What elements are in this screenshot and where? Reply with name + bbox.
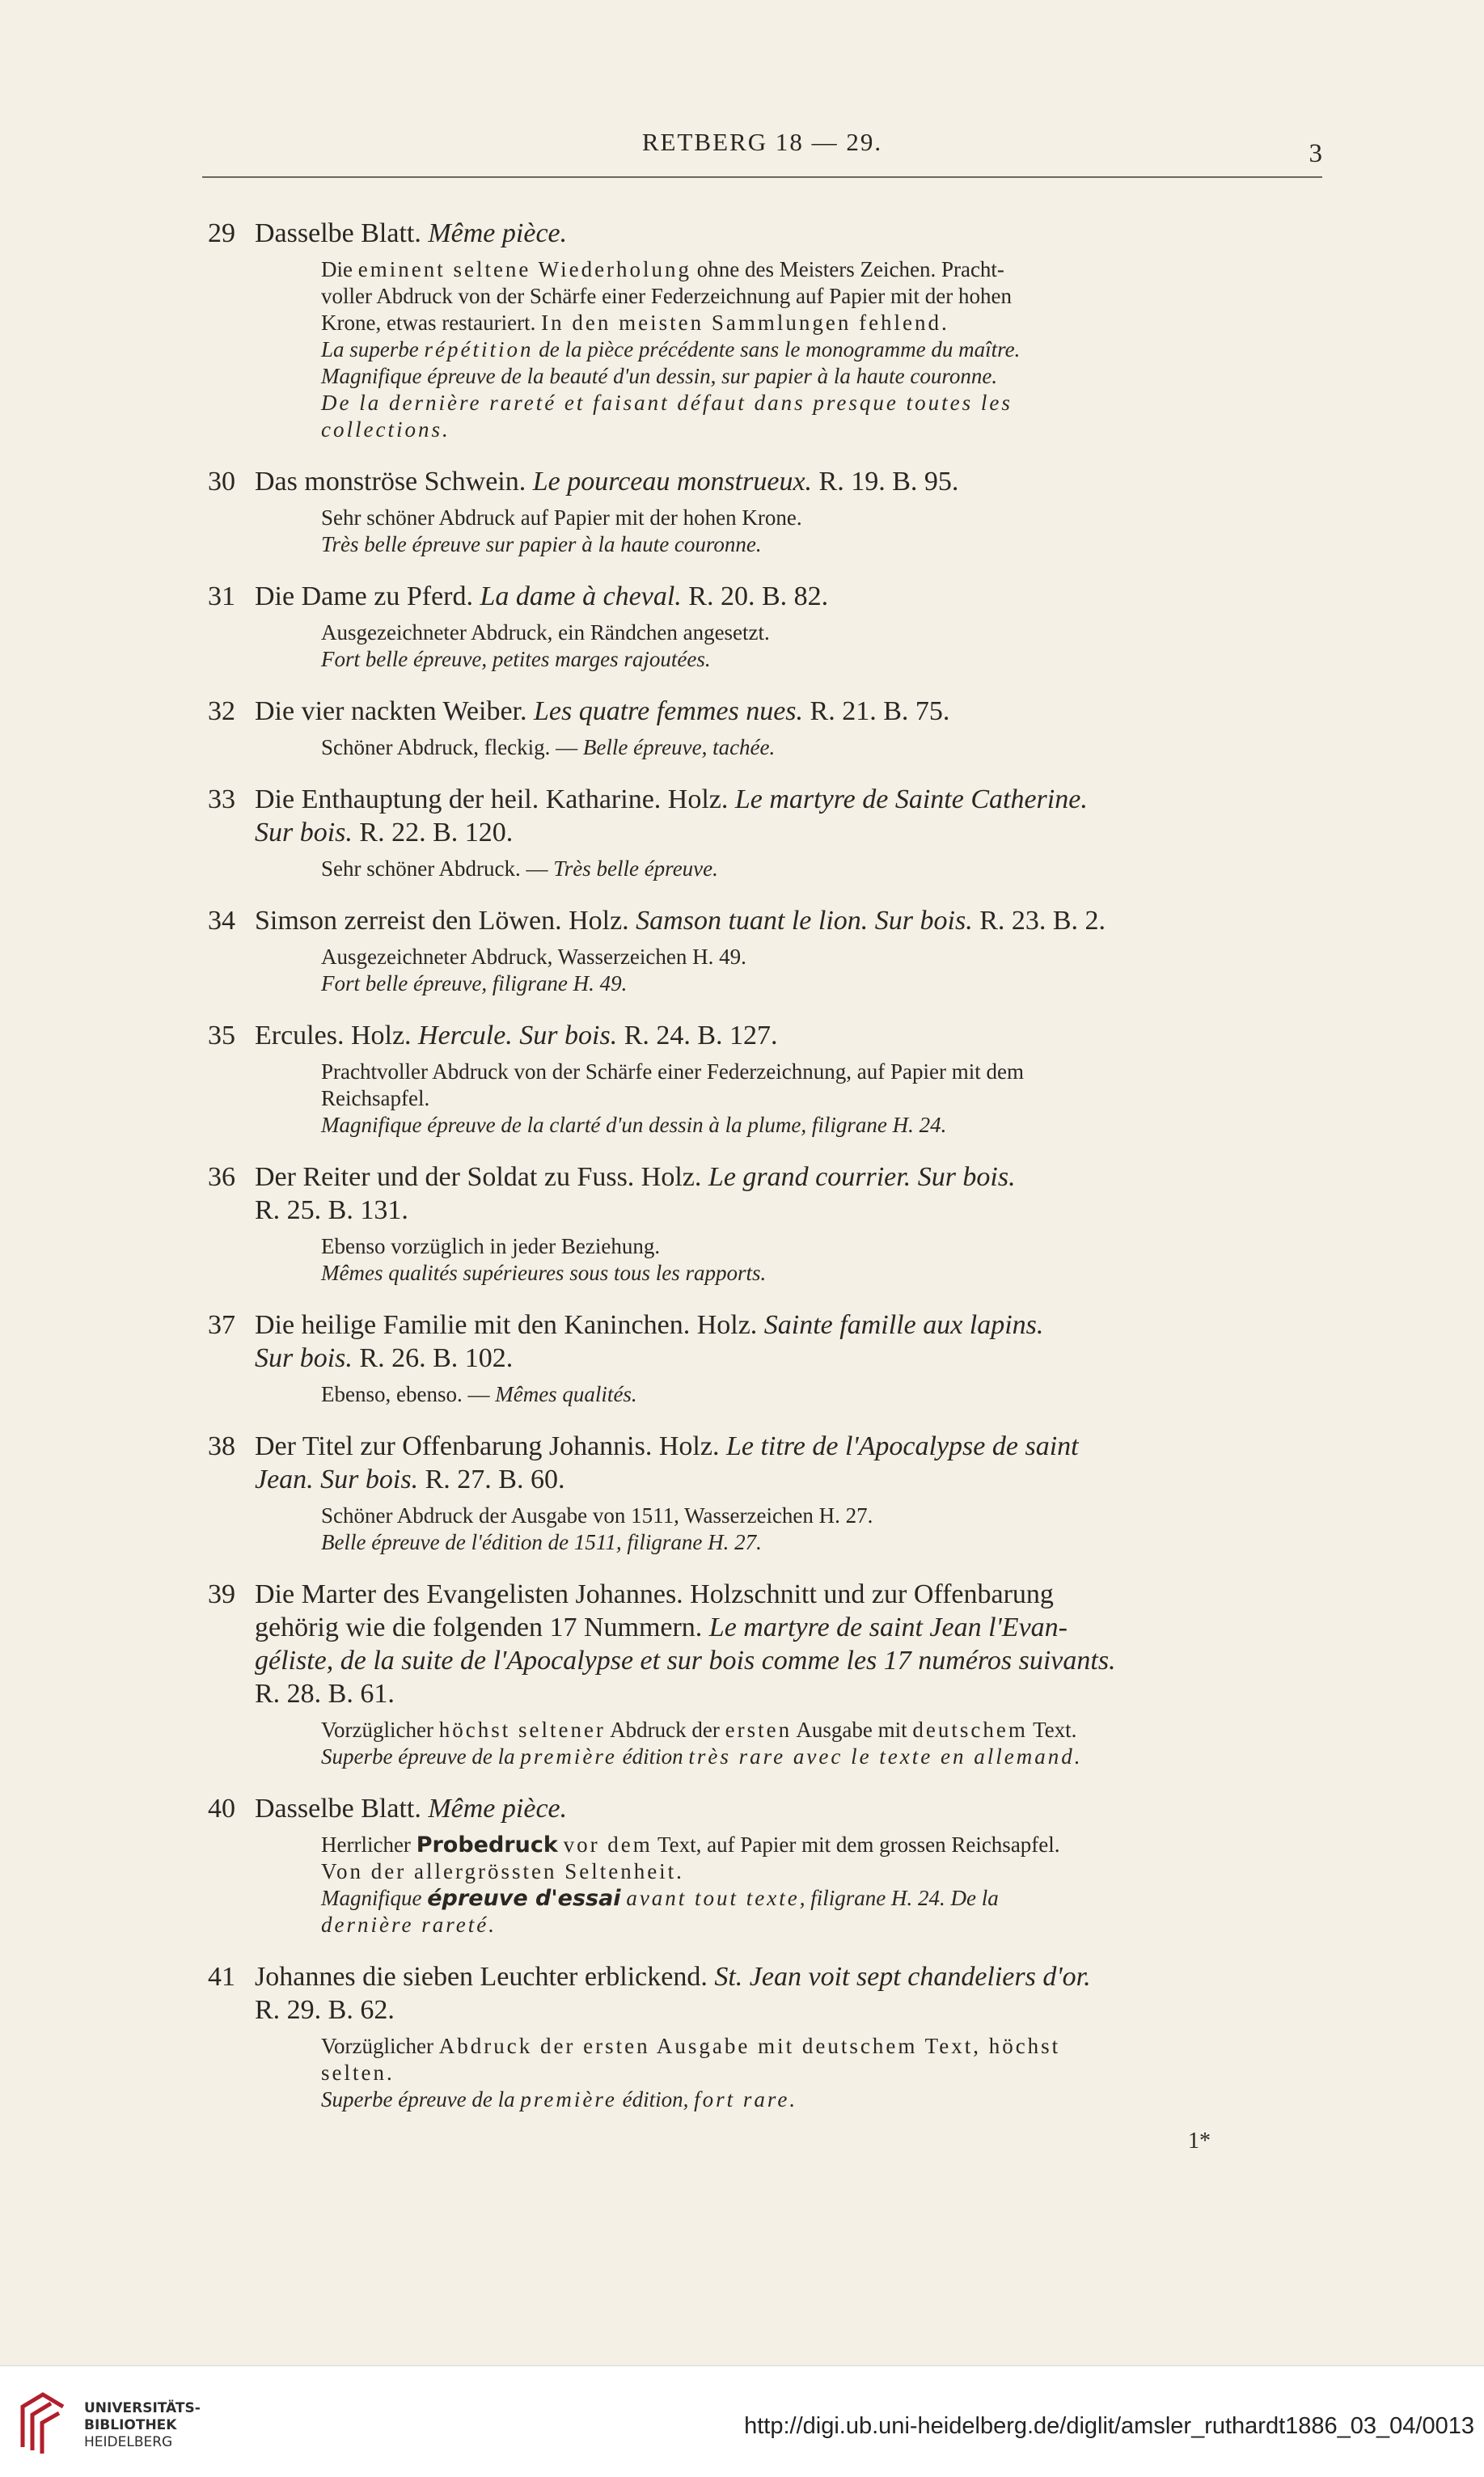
text-run: Belle épreuve de l'édition de 1511, filigrane H. 27.: [321, 1530, 762, 1554]
text-run: Fort belle épreuve, petites marges rajoutées.: [321, 647, 711, 671]
catalogue-entry: [208, 1308, 1322, 1408]
catalogue-entry: [208, 1160, 1322, 1287]
entry-description: [208, 619, 1322, 673]
text-run: première: [520, 2087, 617, 2111]
text-run: très rare avec le texte en allemand.: [688, 1744, 1083, 1769]
text-run: avant tout texte: [626, 1886, 800, 1910]
text-run: De la dernière rareté et faisant défaut dans presque toutes les: [321, 391, 1013, 415]
text-run: R. 26. B. 102.: [352, 1343, 514, 1373]
entry-heading: [208, 217, 1322, 250]
text-run: Reichsapfel.: [321, 1086, 430, 1110]
text-run: Magnifique épreuve de la beauté d'un dessin, sur papier à la haute couronne.: [321, 364, 998, 388]
text-run: de la pièce précédente sans le monogramme du maître.: [533, 337, 1021, 361]
entry-heading: [208, 904, 1322, 937]
entry-number: 29: [208, 218, 235, 248]
text-run: Herrlicher: [321, 1832, 416, 1857]
text-run: Magnifique: [321, 1886, 428, 1910]
text-run: R. 28. B. 61.: [255, 1679, 395, 1709]
entry-description: [208, 256, 1322, 443]
description-line: [321, 619, 1322, 646]
description-line: [321, 944, 1322, 970]
text-run: Probedruck: [416, 1832, 558, 1858]
text-run: Schöner Abdruck der Ausgabe von 1511, Wasserzeichen H. 27.: [321, 1503, 873, 1528]
text-run: Sainte famille aux lapins.: [763, 1310, 1044, 1340]
text-run: Sur bois.: [255, 818, 353, 848]
running-title: RETBERG 18 — 29.: [641, 128, 883, 156]
entry-heading: [208, 783, 1322, 849]
text-run: Sehr schöner Abdruck. —: [321, 856, 554, 881]
entry-heading-continuation: [208, 1611, 1322, 1644]
text-run: Krone, etwas restauriert.: [321, 311, 542, 335]
text-run: Abdruck der: [605, 1718, 725, 1742]
entry-description: [208, 734, 1322, 761]
description-line: [321, 1858, 1322, 1885]
text-run: géliste, de la suite de l'Apocalypse et sur bois comme les 17 numéros suivants.: [255, 1646, 1116, 1676]
text-run: Jean. Sur bois.: [255, 1465, 419, 1494]
text-run: Même pièce.: [428, 1794, 568, 1824]
entry-number: 34: [208, 906, 235, 936]
description-line: [321, 2086, 1322, 2113]
text-run: St. Jean voit sept chandeliers d'or.: [714, 1962, 1091, 1992]
text-run: Samson tuant le lion. Sur bois.: [636, 906, 973, 936]
text-run: Ebenso, ebenso. —: [321, 1382, 496, 1406]
description-line: [321, 1260, 1322, 1287]
text-run: La superbe: [321, 337, 425, 361]
entry-number: 40: [208, 1794, 235, 1824]
text-run: Même pièce.: [428, 218, 568, 248]
text-run: Ausgezeichneter Abdruck, ein Rändchen angesetzt.: [321, 620, 770, 645]
text-run: épreuve d'essai: [427, 1886, 621, 1911]
text-run: R. 29. B. 62.: [255, 1995, 395, 2025]
description-line: [321, 256, 1322, 283]
permalink-url[interactable]: http://digi.ub.uni-heidelberg.de/diglit/amsler_ruthardt1886_03_04/0013: [744, 2413, 1474, 2439]
description-line: [321, 1112, 1322, 1139]
entry-number: 32: [208, 696, 235, 726]
entry-number: 31: [208, 581, 235, 611]
text-run: Abdruck der ersten Ausgabe mit deutschem Text, höchst: [438, 2034, 1061, 2058]
text-run: Ebenso vorzüglich in jeder Beziehung.: [321, 1234, 661, 1258]
description-line: [321, 1529, 1322, 1556]
entry-description: [208, 1503, 1322, 1556]
text-run: Très belle épreuve sur papier à la haute couronne.: [321, 532, 762, 556]
description-line: [321, 1381, 1322, 1408]
text-run: Text.: [1027, 1718, 1077, 1742]
text-run: répétition: [424, 337, 534, 361]
entry-description: [208, 2033, 1322, 2113]
catalogue-entry: [208, 580, 1322, 673]
text-run: dernière rareté.: [321, 1913, 497, 1937]
description-line: [321, 1912, 1322, 1938]
text-run: deutschem: [912, 1718, 1028, 1742]
text-run: Fort belle épreuve, filigrane H. 49.: [321, 971, 628, 995]
entry-description: [208, 856, 1322, 882]
text-run: collections.: [321, 417, 450, 442]
library-logo-icon[interactable]: [15, 2390, 71, 2455]
text-run: Le pourceau monstrueux.: [532, 467, 813, 497]
text-run: Sehr schöner Abdruck auf Papier mit der hohen Krone.: [321, 505, 802, 530]
entry-description: [208, 944, 1322, 997]
entry-heading: [208, 695, 1322, 728]
text-run: Die Dame zu Pferd.: [255, 581, 480, 611]
entry-number: 36: [208, 1162, 235, 1192]
text-run: ersten: [725, 1718, 793, 1742]
text-run: [558, 1832, 564, 1857]
entry-heading: [208, 580, 1322, 613]
text-run: Le grand courrier. Sur bois.: [708, 1162, 1016, 1192]
text-run: Mêmes qualités.: [495, 1382, 637, 1406]
page-number: 3: [1309, 139, 1322, 168]
text-run: R. 20. B. 82.: [681, 581, 829, 611]
description-line: [321, 505, 1322, 531]
catalogue-entry: [208, 1430, 1322, 1556]
entry-heading: [208, 1960, 1322, 2027]
text-run: Ausgezeichneter Abdruck, Wasserzeichen H. 49.: [321, 945, 746, 969]
entry-number: 41: [208, 1962, 235, 1992]
text-run: Ercules. Holz.: [255, 1021, 419, 1050]
text-run: Vorzüglicher: [321, 2034, 439, 2058]
text-run: Der Reiter und der Soldat zu Fuss. Holz.: [255, 1162, 708, 1192]
text-run: In den meisten Sammlungen fehlend.: [541, 311, 949, 335]
entry-heading: [208, 465, 1322, 498]
entry-heading-continuation: [208, 816, 1322, 849]
text-run: Mêmes qualités supérieures sous tous les rapports.: [321, 1261, 767, 1285]
entry-heading: [208, 1019, 1322, 1052]
text-run: Très belle épreuve.: [553, 856, 718, 881]
text-run: La dame à cheval.: [480, 581, 682, 611]
entry-heading-continuation: [208, 1342, 1322, 1375]
text-run: Text, auf Papier mit dem grossen Reichsapfel.: [652, 1832, 1060, 1857]
library-name: UNIVERSITÄTS- BIBLIOTHEK HEIDELBERG: [84, 2400, 201, 2450]
text-run: Belle épreuve, tachée.: [582, 735, 776, 759]
text-run: R. 27. B. 60.: [418, 1465, 565, 1494]
page-header: [202, 123, 1322, 178]
description-line: [321, 283, 1322, 310]
viewer-footer: [0, 2365, 1484, 2477]
text-run: Le martyre de saint Jean l'Evan-: [708, 1613, 1068, 1642]
description-line: [321, 1059, 1322, 1085]
text-run: Die Marter des Evangelisten Johannes. Holzschnitt und zur Offenbarung: [255, 1579, 1054, 1609]
text-run: ohne des Meisters Zeichen. Pracht-: [691, 257, 1004, 281]
description-line: [321, 1744, 1322, 1770]
catalogue-entry: [208, 783, 1322, 882]
entry-heading: [208, 1308, 1322, 1375]
text-run: Hercule. Sur bois.: [418, 1021, 618, 1050]
entry-number: 38: [208, 1431, 235, 1461]
text-run: Les quatre femmes nues.: [534, 696, 804, 726]
text-run: Superbe épreuve de la: [321, 2087, 521, 2111]
entry-number: 35: [208, 1021, 235, 1050]
text-run: édition: [616, 1744, 689, 1769]
text-run: selten.: [321, 2061, 395, 2085]
catalogue-entry: [208, 1960, 1322, 2113]
entry-description: [208, 1381, 1322, 1408]
text-run: voller Abdruck von der Schärfe einer Federzeichnung auf Papier mit der hohen: [321, 284, 1012, 308]
description-line: [321, 1832, 1322, 1858]
description-line: [321, 416, 1322, 443]
text-run: Von der allergrössten Seltenheit.: [321, 1859, 684, 1883]
catalogue-entry: [208, 217, 1322, 443]
entry-description: [208, 1717, 1322, 1770]
entry-heading-continuation: [208, 1463, 1322, 1496]
entry-heading-continuation: [208, 1677, 1322, 1710]
description-line: [321, 970, 1322, 997]
entry-heading: [208, 1430, 1322, 1496]
text-run: édition,: [616, 2087, 695, 2111]
text-run: Das monströse Schwein.: [255, 467, 533, 497]
description-line: [321, 390, 1322, 416]
catalogue-entry: [208, 695, 1322, 761]
text-run: Simson zerreist den Löwen. Holz.: [255, 906, 636, 936]
text-run: Die: [321, 257, 358, 281]
text-run: , filigrane H. 24. De la: [799, 1886, 999, 1910]
description-line: [321, 2060, 1322, 2086]
catalogue-entry: [208, 1019, 1322, 1139]
text-run: R. 23. B. 2.: [972, 906, 1106, 936]
text-run: Dasselbe Blatt.: [255, 1794, 429, 1824]
entry-heading-continuation: [208, 1194, 1322, 1227]
description-line: [321, 336, 1322, 363]
text-run: Superbe épreuve de la: [321, 1744, 521, 1769]
text-run: Sur bois.: [255, 1343, 353, 1373]
description-line: [321, 734, 1322, 761]
description-line: [321, 363, 1322, 390]
text-run: Prachtvoller Abdruck von der Schärfe einer Federzeichnung, auf Papier mit dem: [321, 1059, 1024, 1084]
text-run: R. 19. B. 95.: [812, 467, 959, 497]
entry-number: 39: [208, 1579, 235, 1609]
text-run: R. 24. B. 127.: [617, 1021, 778, 1050]
entry-heading: [208, 1792, 1322, 1825]
entry-heading-continuation: [208, 1993, 1322, 2027]
entry-heading: [208, 1160, 1322, 1227]
text-run: Le martyre de Sainte Catherine.: [734, 784, 1088, 814]
catalogue-entry: [208, 1792, 1322, 1938]
entry-number: 37: [208, 1310, 235, 1340]
description-line: [321, 2033, 1322, 2060]
text-run: Vorzüglicher: [321, 1718, 439, 1742]
catalogue-entry: [208, 465, 1322, 558]
description-line: [321, 1885, 1322, 1912]
text-run: R. 22. B. 120.: [352, 818, 514, 848]
text-run: Ausgabe mit: [792, 1718, 913, 1742]
text-run: vor dem: [563, 1832, 653, 1857]
entry-heading: [208, 1578, 1322, 1710]
description-line: [321, 531, 1322, 558]
entry-heading-continuation: [208, 1644, 1322, 1677]
entry-number: 30: [208, 467, 235, 497]
description-line: [321, 856, 1322, 882]
catalogue-entries: [208, 217, 1322, 2135]
entry-number: 33: [208, 784, 235, 814]
entry-description: [208, 1233, 1322, 1287]
text-run: R. 21. B. 75.: [803, 696, 950, 726]
text-run: Die vier nackten Weiber.: [255, 696, 534, 726]
text-run: Der Titel zur Offenbarung Johannis. Holz.: [255, 1431, 726, 1461]
text-run: Johannes die sieben Leuchter erblickend.: [255, 1962, 715, 1992]
entry-description: [208, 505, 1322, 558]
description-line: [321, 1233, 1322, 1260]
text-run: première: [520, 1744, 617, 1769]
description-line: [321, 1503, 1322, 1529]
description-line: [321, 1085, 1322, 1112]
entry-description: [208, 1832, 1322, 1938]
text-run: R. 25. B. 131.: [255, 1195, 408, 1225]
text-run: Schöner Abdruck, fleckig. —: [321, 735, 583, 759]
text-run: Dasselbe Blatt.: [255, 218, 429, 248]
entry-description: [208, 1059, 1322, 1139]
signature-mark: 1*: [1188, 2128, 1211, 2154]
text-run: Die heilige Familie mit den Kaninchen. Holz.: [255, 1310, 764, 1340]
description-line: [321, 646, 1322, 673]
catalogue-entry: [208, 904, 1322, 997]
description-line: [321, 1717, 1322, 1744]
catalogue-entry: [208, 1578, 1322, 1770]
text-run: Die Enthauptung der heil. Katharine. Holz.: [255, 784, 735, 814]
text-run: höchst seltener: [438, 1718, 606, 1742]
text-run: fort rare.: [694, 2087, 798, 2111]
text-run: gehörig wie die folgenden 17 Nummern.: [255, 1613, 709, 1642]
text-run: eminent seltene Wiederholung: [357, 257, 692, 281]
text-run: Magnifique épreuve de la clarté d'un dessin à la plume, filigrane H. 24.: [321, 1113, 947, 1137]
description-line: [321, 310, 1322, 336]
text-run: Le titre de l'Apocalypse de saint: [725, 1431, 1079, 1461]
